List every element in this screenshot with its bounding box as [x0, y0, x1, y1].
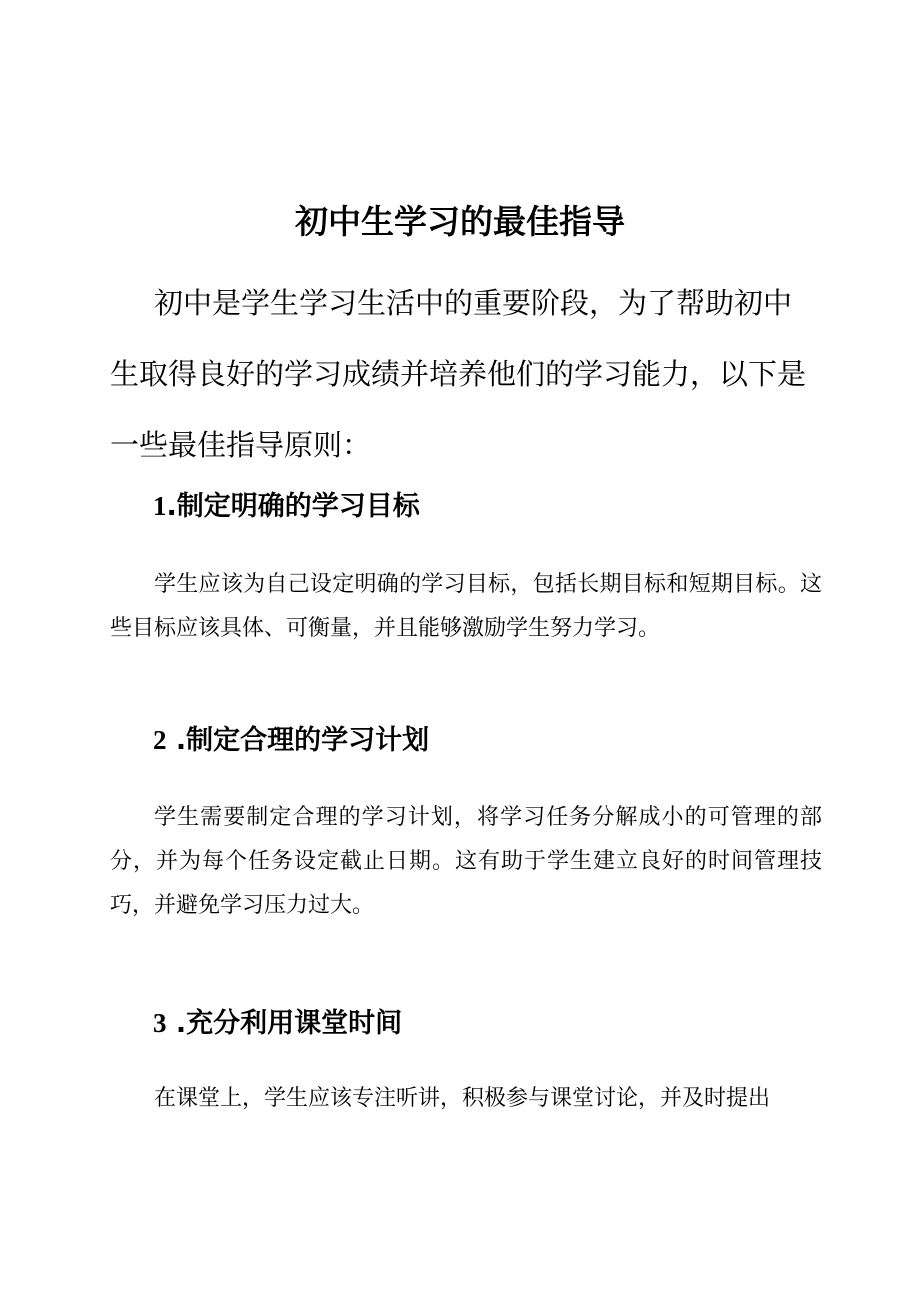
- section-1-body: 学生应该为自己设定明确的学习目标，包括长期目标和短期目标。这些目标应该具体、可衡量，并且能够激励学生努力学习。: [110, 572, 822, 641]
- section-2-body: 学生需要制定合理的学习计划，将学习任务分解成小的可管理的部分，并为每个任务设定截止日期。这有助于学生建立良好的时间管理技巧，并避免学习压力过大。: [110, 805, 822, 918]
- section-1-heading-text: .制定明确的学习目标: [166, 491, 420, 522]
- document-title: 初中生学习的最佳指导: [295, 202, 625, 242]
- section-2-heading: [153, 720, 429, 761]
- section-3-number: 3: [153, 1008, 167, 1038]
- section-1-number: 1: [153, 491, 167, 521]
- section-3-heading-text: .充分利用课堂时间: [166, 1008, 403, 1039]
- intro-paragraph: 初中是学生学习生活中的重要阶段，为了帮助初中生取得良好的学习成绩并培养他们的学习能力，以下是一些最佳指导原则：: [110, 286, 807, 462]
- section-3-body: 在课堂上，学生应该专注听讲，积极参与课堂讨论，并及时提出: [154, 1086, 771, 1111]
- section-3-heading: [153, 1003, 402, 1044]
- section-2-heading-text: .制定合理的学习计划: [166, 725, 430, 756]
- section-1-heading: [153, 486, 420, 527]
- section-2-number: 2: [153, 725, 167, 755]
